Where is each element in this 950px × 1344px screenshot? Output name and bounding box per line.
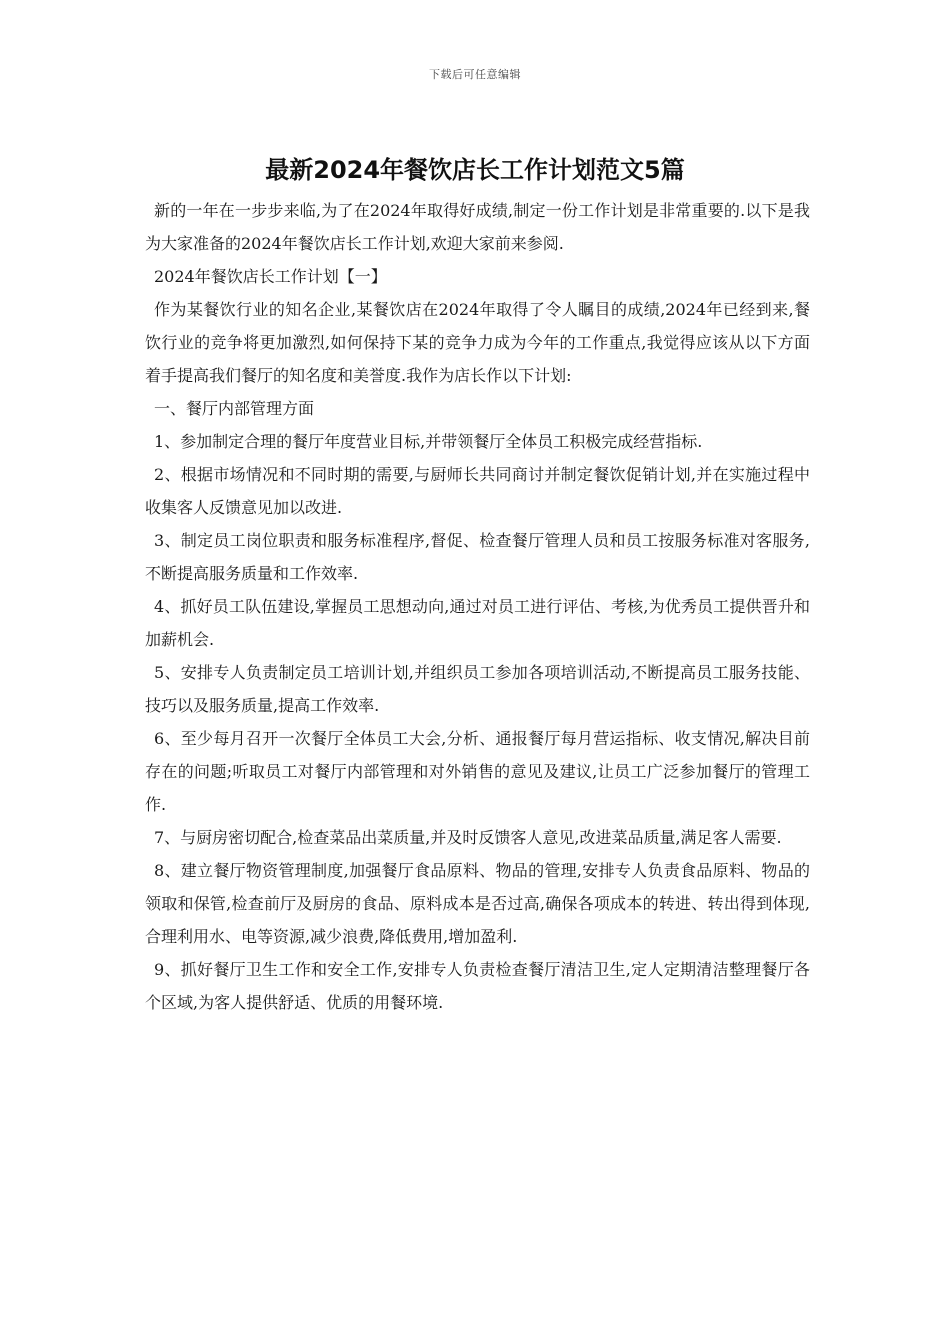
list-item: 7、与厨房密切配合,检查菜品出菜质量,并及时反馈客人意见,改进菜品质量,满足客人需要.	[154, 828, 782, 847]
subsection-heading-internal-management: 一、餐厅内部管理方面	[154, 399, 315, 418]
list-item: 8、建立餐厅物资管理制度,加强餐厅食品原料、物品的管理,安排专人负责食品原料、物品的领取和保管,检查前厅及厨房的食品、原料成本是否过高,确保各项成本的转进、转出得到体现,合理利用水、电等资源,减少浪费,降低费用,增加盈利.	[145, 861, 810, 946]
list-item: 2、根据市场情况和不同时期的需要,与厨师长共同商讨并制定餐饮促销计划,并在实施过程中收集客人反馈意见加以改进.	[145, 465, 810, 517]
list-item: 4、抓好员工队伍建设,掌握员工思想动向,通过对员工进行评估、考核,为优秀员工提供晋升和加薪机会.	[145, 597, 810, 649]
section-heading-plan-one: 2024年餐饮店长工作计划【一】	[154, 267, 387, 286]
list-item: 1、参加制定合理的餐厅年度营业目标,并带领餐厅全体员工积极完成经营指标.	[154, 432, 703, 451]
list-item: 3、制定员工岗位职责和服务标准程序,督促、检查餐厅管理人员和员工按服务标准对客服务,不断提高服务质量和工作效率.	[145, 531, 810, 583]
intro-paragraph: 新的一年在一步步来临,为了在2024年取得好成绩,制定一份工作计划是非常重要的.以下是我为大家准备的2024年餐饮店长工作计划,欢迎大家前来参阅.	[145, 201, 810, 253]
list-item: 9、抓好餐厅卫生工作和安全工作,安排专人负责检查餐厅清洁卫生,定人定期清洁整理餐厅各个区域,为客人提供舒适、优质的用餐环境.	[145, 960, 810, 1012]
list-item: 6、至少每月召开一次餐厅全体员工大会,分析、通报餐厅每月营运指标、收支情况,解决目前存在的问题;听取员工对餐厅内部管理和对外销售的意见及建议,让员工广泛参加餐厅的管理工作.	[145, 729, 810, 814]
list-item: 5、安排专人负责制定员工培训计划,并组织员工参加各项培训活动,不断提高员工服务技能、技巧以及服务质量,提高工作效率.	[145, 663, 810, 715]
document-body	[145, 194, 810, 1019]
document-title: 最新2024年餐饮店长工作计划范文5篇	[265, 156, 685, 184]
background-paragraph: 作为某餐饮行业的知名企业,某餐饮店在2024年取得了令人瞩目的成绩,2024年已经到来,餐饮行业的竞争将更加激烈,如何保持下某的竞争力成为今年的工作重点,我觉得应该从以下方面着手提高我们餐厅的知名度和美誉度.我作为店长作以下计划:	[145, 300, 810, 385]
header-note: 下载后可任意编辑	[429, 68, 521, 81]
